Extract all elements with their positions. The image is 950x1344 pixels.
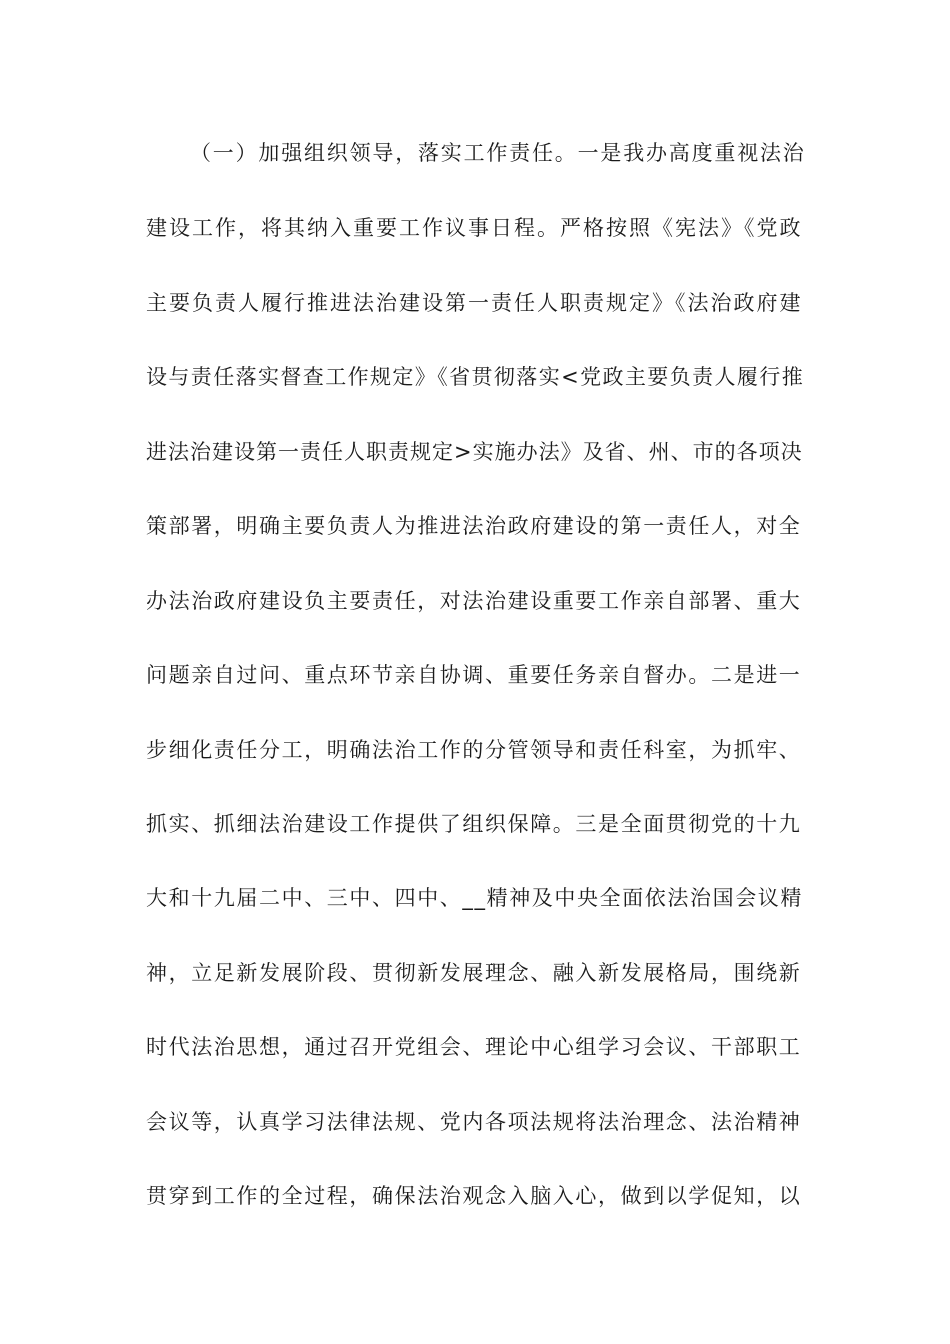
paragraph-line-12: 神，立足新发展阶段、贯彻新发展理念、融入新发展格局，围绕新 <box>146 961 802 985</box>
paragraph-line-3: 主要负责人履行推进法治建设第一责任人职责规定》《法治政府建 <box>146 291 803 315</box>
paragraph-line-11: 大和十九届二中、三中、四中、__精神及中央全面依法治国会议精 <box>146 886 803 910</box>
paragraph-line-2: 建设工作，将其纳入重要工作议事日程。严格按照《宪法》《党政 <box>146 216 803 240</box>
paragraph-line-13: 时代法治思想，通过召开党组会、理论中心组学习会议、干部职工 <box>146 1035 802 1059</box>
paragraph-line-9: 步细化责任分工，明确法治工作的分管领导和责任科室，为抓牢、 <box>146 738 802 762</box>
paragraph-line-1: （一）加强组织领导，落实工作责任。一是我办高度重视法治 <box>190 141 806 165</box>
paragraph-line-8: 问题亲自过问、重点环节亲自协调、重要任务亲自督办。二是进一 <box>146 663 802 687</box>
paragraph-line-5: 进法治建设第一责任人职责规定>实施办法》及省、州、市的各项决 <box>146 440 803 464</box>
paragraph-line-4: 设与责任落实督查工作规定》《省贯彻落实<党政主要负责人履行推 <box>146 365 805 389</box>
paragraph-line-14: 会议等，认真学习法律法规、党内各项法规将法治理念、法治精神 <box>146 1110 802 1134</box>
paragraph-line-15: 贯穿到工作的全过程，确保法治观念入脑入心，做到以学促知，以 <box>146 1184 802 1208</box>
paragraph-line-10: 抓实、抓细法治建设工作提供了组织保障。三是全面贯彻党的十九 <box>146 812 802 836</box>
paragraph-line-7: 办法治政府建设负主要责任，对法治建设重要工作亲自部署、重大 <box>146 589 802 613</box>
paragraph-line-6: 策部署，明确主要负责人为推进法治政府建设的第一责任人，对全 <box>146 514 802 538</box>
